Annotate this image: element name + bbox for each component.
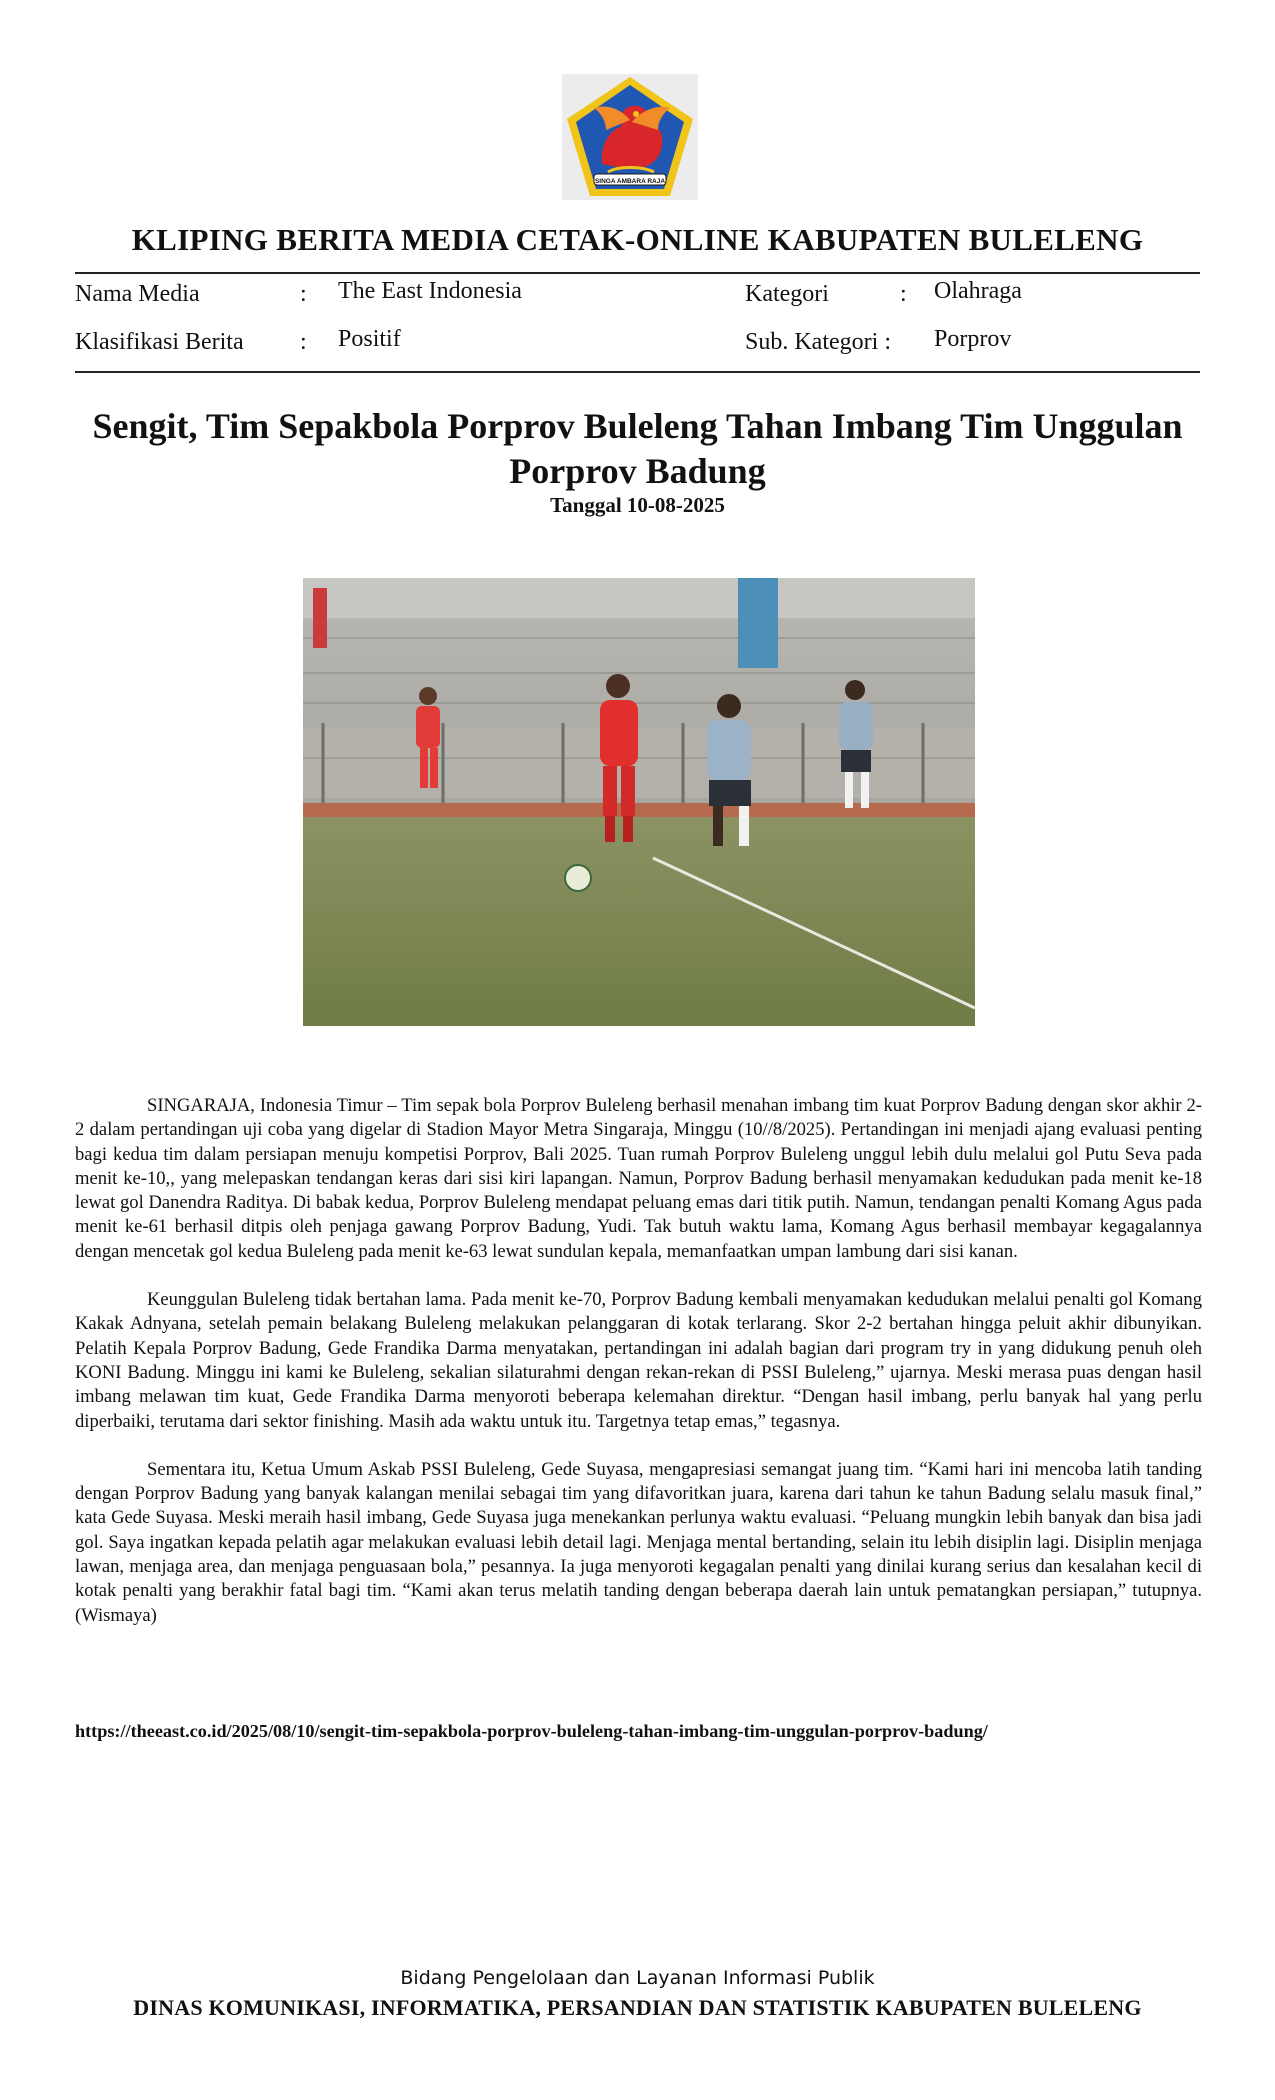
top-divider (75, 272, 1200, 274)
media-colon: : (300, 281, 307, 307)
footer-division: Bidang Pengelolaan dan Layanan Informasi Publik (400, 1967, 875, 1989)
klasifikasi-value: Positif (338, 326, 401, 352)
article-title: Sengit, Tim Sepakbola Porprov Buleleng Tahan Imbang Tim Unggulan Porprov Badung (92, 406, 1183, 491)
article-paragraph-2: Keunggulan Buleleng tidak bertahan lama. Pada menit ke-70, Porprov Badung kembali menyamakan kedudukan melalui penalti gol Komang Kakak Adnyana, setelah pemain belakang Buleleng melakukan pelanggaran di kotak terlarang. Skor 2-2 bertahan hingga peluit akhir dibunyikan. Pelatih Kepala Porprov Badung, Gede Frandika Darma menyatakan, pertandingan ini adalah bagian dari program try in yang didukung penuh oleh KONI Badung. Minggu ini kami ke Buleleng, sekalian silaturahmi dengan rekan-rekan di PSSI Buleleng,” ujarnya. Meski merasa puas dengan hasil imbang melawan tim kuat, Gede Frandika Darma menyoroti beberapa kelemahan direktur. “Dengan hasil imbang, perlu banyak hal yang perlu diperbaiki, terutama dari sektor finishing. Masih ada waktu untuk itu. Targetnya tetap emas,” tegasnya. (75, 1289, 1202, 1432)
media-value: The East Indonesia (338, 278, 522, 304)
article-paragraph-3: Sementara itu, Ketua Umum Askab PSSI Buleleng, Gede Suyasa, mengapresiasi semangat juang tim. “Kami hari ini mencoba latih tanding dengan Porprov Badung yang banyak kalangan menilai sebagai tim yang difavoritkan juara, karena dari tahun ke tahun Badung selalu masuk final,” kata Gede Suyasa. Meski meraih hasil imbang, Gede Suyasa juga menekankan perlunya waktu evaluasi. “Peluang mungkin lebih banyak dan bisa jadi gol. Saya ingatkan kepada pelatih agar melakukan evaluasi lebih detail lagi. Menjaga mental bertanding, selain itu lebih disiplin lagi. Disiplin menjaga lawan, menjaga area, dan menjaga penguasaan bola,” pesannya. Ia juga menyoroti kegagalan penalti yang dinilai kurang serius dan kesalahan kecil di kotak penalti yang berakhir fatal bagi tim. “Kami akan terus melatih tanding dengan beberapa daerah lain untuk pematangkan persiapan,” tutupnya.(Wismaya) (75, 1458, 1202, 1626)
article-photo (303, 578, 975, 1026)
kategori-label: Kategori (745, 281, 829, 307)
article-date: Tanggal 10-08-2025 (550, 493, 725, 517)
kategori-colon: : (900, 281, 907, 307)
buleleng-logo (562, 74, 698, 200)
bottom-divider (75, 371, 1200, 373)
subkategori-value: Porprov (934, 326, 1012, 352)
klasifikasi-colon: : (300, 329, 307, 355)
article-body (75, 1094, 1202, 1652)
article-paragraph-1: SINGARAJA, Indonesia Timur – Tim sepak bola Porprov Buleleng berhasil menahan imbang tim kuat Porprov Badung dengan skor akhir 2-2 dalam pertandingan uji coba yang digelar di Stadion Mayor Metra Singaraja, Minggu (10//8/2025). Pertandingan ini menjadi ajang evaluasi penting bagi kedua tim dalam persiapan menuju kompetisi Porprov, Bali 2025. Tuan rumah Porprov Buleleng unggul lebih dulu melalui gol Putu Seva pada menit ke-10,, yang melepaskan tendangan keras dari sisi kiri lapangan. Namun, Porprov Badung berhasil menyamakan kedudukan pada menit ke-18 lewat gol Danendra Raditya. Di babak kedua, Porprov Buleleng mendapat peluang emas dari titik putih. Namun, tendangan penalti Komang Agus pada menit ke-61 berhasil ditpis oleh penjaga gawang Porprov Badung, Yudi. Tak butuh waktu lama, Komang Agus berhasil membayar kegagalannya dengan mencetak gol kedua Buleleng pada menit ke-63 lewat sundulan kepala, memanfaatkan umpan lambung dari sisi kanan. (75, 1095, 1202, 1262)
media-label: Nama Media (75, 281, 200, 307)
subkategori-label: Sub. Kategori : (745, 329, 891, 355)
source-url: https://theeast.co.id/2025/08/10/sengit-tim-sepakbola-porprov-buleleng-tahan-imbang-tim-unggulan-porprov-badung/ (75, 1721, 988, 1741)
footer-agency: DINAS KOMUNIKASI, INFORMATIKA, PERSANDIAN DAN STATISTIK KABUPATEN BULELENG (133, 1995, 1142, 2020)
document-header-title: KLIPING BERITA MEDIA CETAK-ONLINE KABUPATEN BULELENG (131, 222, 1144, 257)
logo-motto: SINGA AMBARA RAJA (594, 178, 666, 185)
klasifikasi-label: Klasifikasi Berita (75, 329, 244, 355)
kategori-value: Olahraga (934, 278, 1022, 304)
